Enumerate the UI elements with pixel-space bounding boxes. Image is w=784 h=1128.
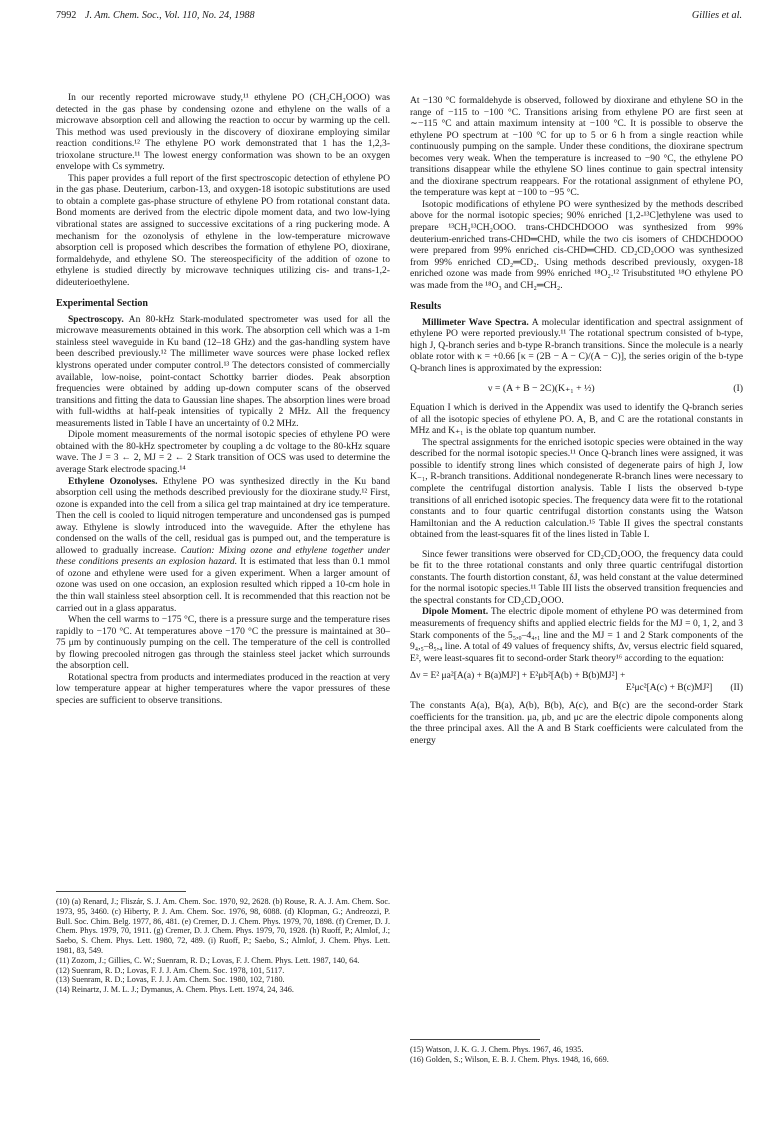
rotational-paragraph: Rotational spectra from products and intermediates produced in the reaction at very low temperature appear at higher temperatures where the vapor pressures of these species are sufficient to observe transitions. bbox=[56, 671, 390, 706]
dipole-moment-runin: Dipole Moment. bbox=[422, 606, 489, 618]
dipole-moment-paragraph bbox=[410, 606, 743, 664]
footnote-15: (15) Watson, J. K. G. J. Chem. Phys. 1967, 46, 1935. bbox=[410, 1045, 584, 1054]
mm-wave-text: A molecular identification and spectral assignment of ethylene PO were reported previously.¹¹ The rotational spectrum consisted of b-type, high J, Q-branch series and b-type R-branch transitions. Since the molecule is a nearly oblate rotor with κ = +0.66 [κ = (2B − A − C)/(A − C)], the series origin of the b-type Q-branch lines is approximated by the expression: bbox=[410, 316, 743, 375]
footnote-10: (10) (a) Renard, J.; Fliszár, S. J. Am. Chem. Soc. 1970, 92, 2628. (b) Rouse, R. A. J. Am. Chem. Soc. 1973, 95, 3460. (c) Hiberty, P. J. Am. Chem. Soc. 1976, 98, 6088. (d) Klopman, G.; Andreozzi, P. Bull. Soc. Chim. Belg. 1977, 86, 481. (e) Cremer, D. J. Chem. Phys. 1979, 70, 1898. (f) Cremer, D. J. Chem. Phys. 1979, 70, 1911. (g) Cremer, D. J. Chem. Phys. 1979, 70, 1928. (h) Ruoff, P.; Almlof, J.; Saebo, S. Chem. Phys. Lett. 1980, 72, 489. (i) Ruoff, P.; Saebo, S.; Almlof, J. Chem. Phys. Lett. 1981, 83, 549. bbox=[56, 897, 390, 955]
equation-2 bbox=[410, 670, 743, 694]
ozonolyses-paragraph bbox=[56, 476, 390, 615]
warming-paragraph: When the cell warms to −175 °C, there is a pressure surge and the temperature rises rapidly to −170 °C. At temperatures above −170 °C the pressure is maintained at 30–75 μm by continuously pumping on the cell. The temperature of the cell is controlled by flowing precooled nitrogen gas through the stainless steel jacket which surrounds the absorption cell. bbox=[56, 614, 390, 672]
footnote-rule-right bbox=[410, 1039, 540, 1040]
isotopic-paragraph: Isotopic modifications of ethylene PO were synthesized by the methods described above for the normal isotopic species; 90% enriched [1,2-¹³C]ethylene was used to prepare ¹³CH₂¹³CH₂OOO. trans-CHDCHDOOO was synthesized from 99% deuterium-enriched trans-CHD═CHD, while the two cis isomers of CHDCHDOOO were prepared from 99% enriched cis-CHD═CHD. CD₂CD₂OOO was synthesized from 99% enriched CD₂═CD₂. Using methods described previously, oxygen-18 enriched ozone was made from 99% enriched ¹⁸O₂.¹² Trisubstituted ¹⁸O ethylene PO was made from the ¹⁸O₃ and CH₂═CH₂. bbox=[410, 198, 743, 291]
right-column bbox=[410, 95, 743, 746]
footnote-16: (16) Golden, S.; Wilson, E. B. J. Chem. Phys. 1948, 16, 669. bbox=[410, 1054, 609, 1064]
equation-2-number: (II) bbox=[730, 683, 743, 694]
stark-constants-paragraph: The constants A(a), B(a), A(b), B(b), A(c), and B(c) are the second-order Stark coefficients for the transition. μa, μb, and μc are the electric dipole components along the three principal axes. All the A and B Stark coefficients were calculated from the energy bbox=[410, 700, 743, 746]
journal-citation: J. Am. Chem. Soc., Vol. 110, No. 24, 1988 bbox=[84, 10, 255, 21]
ozonolyses-text: Ethylene PO was synthesized directly in the Ku band absorption cell using the methods described previously for the dioxirane study.¹² First, ozone is expanded into the cell from a silica gel trap maintained at dry ice temperature. Then the cell is cooled to liquid nitrogen temperature and uncondensed gas is pumped away. Ethylene is slowly introduced into the waveguide. After the ethylene has condensed on the walls of the cell, residual gas is pumped out, and the temperature is allowed to gradually increase. bbox=[56, 475, 390, 556]
mm-wave-runin: Millimeter Wave Spectra. bbox=[422, 316, 529, 328]
equation-1-explanation: Equation I which is derived in the Appendix was used to identify the Q-branch series of all the isotopic species of ethylene PO. A, B, and C are the rotational constants in MHz and K₊₁ is the oblate top quantum number. bbox=[410, 402, 743, 437]
equation-1-number: (I) bbox=[733, 382, 743, 394]
continued-paragraph: At −130 °C formaldehyde is observed, followed by dioxirane and ethylene SO in the range of −115 to −100 °C. Transitions arising from ethylene PO are first seen at ∼−115 °C and attain maximum intensity at −100 °C. It is possible to observe the ethylene PO spectrum at −100 °C for up to 5 or 6 h from a single reaction while continuously pumping on the sample. Under these conditions, the dioxirane spectrum becomes very weak. When the temperature is increased to −90 °C, the ethylene PO transitions disappear while the ethylene SO lines continue to gain spectral intensity and the dioxirane spectrum reappears. For the rotational assignment of ethylene PO, the temperature was kept at −100 to −95 °C. bbox=[410, 95, 743, 199]
footnote-rule-left bbox=[56, 891, 186, 892]
equation-1-expression: ν = (A + B − 2C)(K₊₁ + ½) bbox=[488, 382, 595, 394]
footnote-12: (12) Suenram, R. D.; Lovas, F. J. J. Am. Chem. Soc. 1978, 101, 5117. bbox=[56, 965, 285, 975]
results-heading: Results bbox=[410, 301, 442, 313]
spectroscopy-runin: Spectroscopy. bbox=[68, 313, 124, 325]
fewer-transitions-paragraph: Since fewer transitions were observed for CD₂CD₂OOO, the frequency data could be fit to the three rotational constants and only three quartic centrifugal distortion constants. The fourth distortion constant, δJ, was held constant at the value determined for the normal isotopic species.¹¹ Table III lists the observed transition frequencies and the spectral constants for CD₂CD₂OOO. bbox=[410, 548, 743, 606]
page-header bbox=[56, 10, 742, 26]
footnotes-right bbox=[410, 1045, 743, 1065]
footnotes-left bbox=[56, 897, 390, 995]
page-number: 7992 bbox=[56, 10, 77, 21]
dipole-moment-text: The electric dipole moment of ethylene PO was determined from measurements of frequency shifts and applied electric fields for the MJ = 0, 1, 2, and 3 Stark components of the 5₅,₀–4₄,₁ line and the MJ = 1 and 2 Stark components of the 9₄,₅–8₅,₄ line. A total of 49 values of frequency shifts, Δν, versus electric field squared, E², were least-squares fit to second-order Stark theory¹⁶ according to the equation: bbox=[410, 606, 743, 664]
left-column bbox=[56, 92, 390, 706]
footnote-13: (13) Suenram, R. D.; Lovas, F. J. J. Am. Chem. Soc. 1980, 102, 7180. bbox=[56, 975, 285, 985]
mm-wave-paragraph bbox=[410, 317, 743, 375]
spectroscopy-paragraph bbox=[56, 314, 390, 429]
intro-paragraph-2: This paper provides a full report of the first spectroscopic detection of ethylene PO in the gas phase. Deuterium, carbon-13, and oxygen-18 isotopic substitutions are used to obtain a complete gas-phase structure of ethylene PO from rotational constant data. Bond moments are derived from the electric dipole moment data, and two low-lying vibrational states are assigned to successive excitations of a ring puckering mode. A mechanism for the ozonolysis of ethylene in the low-temperature microwave absorption cell is proposed which describes the formation of ethylene PO, dioxirane, formaldehyde, and ethylene SO. The stereospecificity of the addition of ozone to ethylene is studied directly by microwave techniques utilizing cis- and trans-1,2-dideuterioethylene. bbox=[56, 172, 390, 288]
assignment-paragraph: The spectral assignments for the enriched isotopic species were obtained in the way described for the normal isotopic species.¹¹ Once Q-branch lines were assigned, it was possible to identify strong lines which consisted of degenerate pairs of high J, low K₋₁, R-branch transitions. Additional nondegenerate R-branch lines were necessary to complete the centrifugal distortion analysis. Table I lists the observed b-type transitions of all enriched isotopic species. The frequency data were fit to the rotational constants and to four quartic centrifugal distortion constants using the Watson Hamiltonian and the A reduction calculation.¹⁵ Table II gives the spectral constants obtained from the least-squares fit of the lines listed in Table I. bbox=[410, 436, 743, 541]
caution-text: Caution: Mixing ozone and ethylene together under these conditions presents an explosion hazard. bbox=[56, 544, 390, 568]
footnote-14: (14) Reinartz, J. M. L. J.; Dymanus, A. Chem. Phys. Lett. 1974, 24, 346. bbox=[56, 985, 294, 995]
spectroscopy-text: An 80-kHz Stark-modulated spectrometer was used for all the microwave measurements obtained in this work. The absorption cell which was a 1-m stainless steel waveguide in Ku band (12–18 GHz) and the gas-handling system have been described previously.¹² The millimeter wave sources were phase locked reflex klystrons operated under computer control.¹³ The detectors consisted of commercially available, low-noise, point-contact Schottky barrier diodes. Peak absorption frequencies were obtained by adding up-down computer scans of the observed transitions and fitting the data to Gaussian line shapes. The absorption lines were broad with full-widths at half-peak intensities of typically 2 MHz. All the frequency measurements listed in Table I have an uncertainty of 0.2 MHz. bbox=[56, 313, 390, 429]
equation-2-line-1: Δν = E² μa²[A(a) + B(a)MJ²] + E²μb²[A(b) + B(b)MJ²] + bbox=[410, 671, 626, 682]
intro-paragraph-1: In our recently reported microwave study,¹¹ ethylene PO (CH₂CH₂OOO) was detected in the gas phase by condensing ozone and ethylene on the walls of a microwave absorption cell and allowing the reaction to occur by warming up the cell. This method was used previously in the discovery of dioxirane employing similar reaction conditions.¹² The ethylene PO work demonstrated that 1 has the 1,2,3-trioxolane structure.¹¹ The lowest energy conformation was shown to be an oxygen envelope with Cs symmetry. bbox=[56, 92, 390, 173]
equation-2-line-2: E²μc²[A(c) + B(c)MJ²] bbox=[625, 683, 713, 694]
ozonolyses-runin: Ethylene Ozonolyses. bbox=[68, 475, 158, 487]
dipole-paragraph: Dipole moment measurements of the normal isotopic species of ethylene PO were obtained with the 80-kHz spectrometer by coupling a dc voltage to the 80-kHz square wave. The J = 3 ← 2, MJ = 2 ← 2 Stark transition of OCS was used to determine the average Stark electrode spacing.¹⁴ bbox=[56, 429, 390, 475]
running-authors: Gillies et al. bbox=[691, 10, 742, 21]
ozonolyses-text-2: It is estimated that less than 0.1 mmol of ozone and ethylene were used for a given experiment. When a larger amount of ozone was used on one occasion, an explosion resulted which ripped a 10-cm hole in the thin wall stainless steel absorption cell. It is recommended that this reaction not be carried out in a glass apparatus. bbox=[56, 556, 390, 614]
experimental-heading: Experimental Section bbox=[56, 298, 148, 310]
footnote-11: (11) Zozom, J.; Gillies, C. W.; Suenram, R. D.; Lovas, F. J. Chem. Phys. Lett. 1987, 140, 64. bbox=[56, 955, 360, 965]
equation-1 bbox=[410, 383, 743, 395]
